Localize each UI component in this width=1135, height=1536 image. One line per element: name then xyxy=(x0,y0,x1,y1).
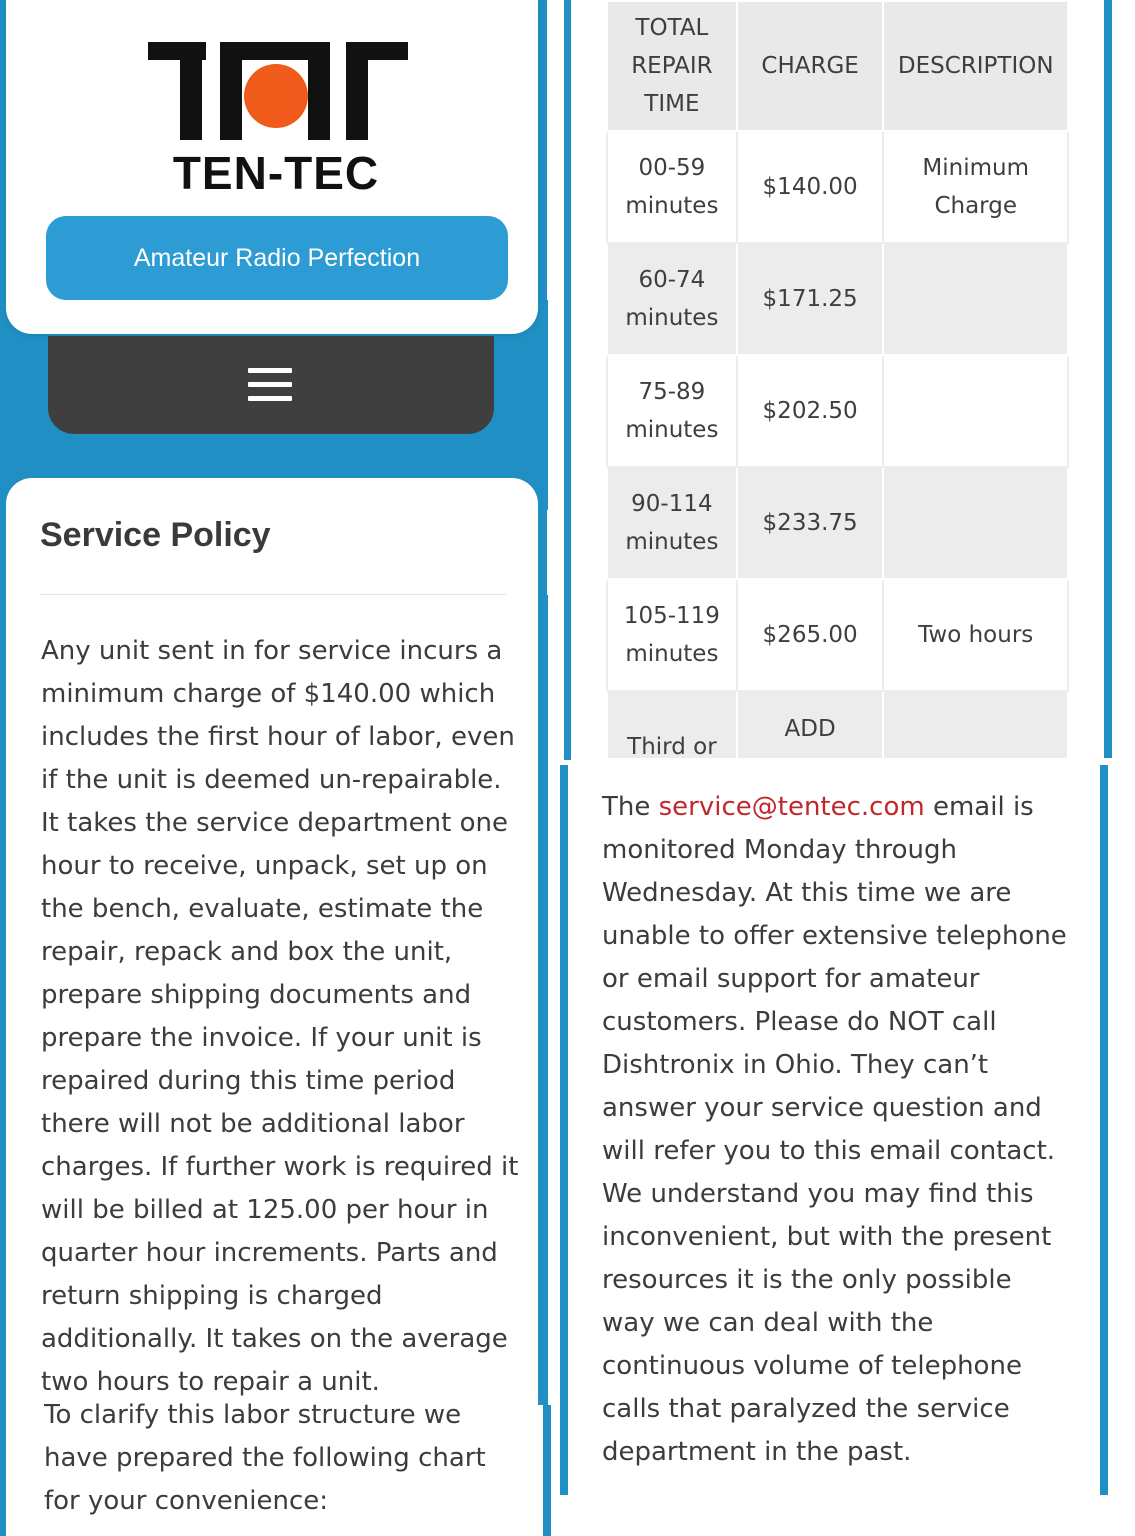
title-divider xyxy=(40,594,506,595)
header-description: DESCRIPTION xyxy=(883,1,1068,131)
cell-description: Minimum Charge xyxy=(883,131,1068,243)
ten-tec-logo[interactable] xyxy=(134,36,418,199)
contact-paragraph xyxy=(602,786,1072,1474)
header-card xyxy=(6,0,538,334)
cell-charge: $233.75 xyxy=(737,467,884,579)
clarify-paragraph: To clarify this labor structure we have prepared the following chart for your convenience: xyxy=(44,1400,486,1516)
cell-description xyxy=(883,355,1068,467)
right-bar-2 xyxy=(1100,765,1108,1495)
cell-time: Third or xyxy=(607,691,737,758)
tagline-button[interactable]: Amateur Radio Perfection xyxy=(46,216,508,300)
table-row xyxy=(607,131,1068,243)
cell-description: Two hours xyxy=(883,579,1068,691)
logo-mark-icon xyxy=(134,36,418,146)
cell-description xyxy=(883,243,1068,355)
table-row xyxy=(607,243,1068,355)
table-row xyxy=(607,691,1068,758)
logo-wordmark: TEN-TEC xyxy=(172,147,380,199)
table-row xyxy=(607,355,1068,467)
cell-description xyxy=(883,691,1068,758)
header-charge: CHARGE xyxy=(737,1,884,131)
hamburger-menu-icon[interactable] xyxy=(248,368,292,402)
mid-bar-5 xyxy=(560,765,568,1495)
table-header-row xyxy=(607,1,1068,131)
cell-description xyxy=(883,467,1068,579)
cell-charge: ADD xyxy=(737,691,884,758)
table-row xyxy=(607,579,1068,691)
page-title: Service Policy xyxy=(40,516,271,554)
cell-charge: $265.00 xyxy=(737,579,884,691)
cell-charge: $202.50 xyxy=(737,355,884,467)
mid-bar-1 xyxy=(538,0,547,595)
header-total-repair-time: TOTAL REPAIR TIME xyxy=(607,1,737,131)
service-email-link[interactable]: service@tentec.com xyxy=(658,792,925,822)
cell-time: 00-59 minutes xyxy=(607,131,737,243)
cell-charge: $140.00 xyxy=(737,131,884,243)
cell-time: 75-89 minutes xyxy=(607,355,737,467)
table-row xyxy=(607,467,1068,579)
right-bar-1 xyxy=(1104,0,1112,758)
mid-bar-2 xyxy=(538,595,548,1405)
policy-paragraph: Any unit sent in for service incurs a minimum charge of $140.00 which includes the first hour of labor, even if the unit is deemed un-repairable. It takes the service department one hour to receive, unpack, set up on the bench, evaluate, estimate the repair, repack and box the unit, prepare shipping documents and prepare the invoice. If your unit is repaired during this time period there will not be additional labor charges. If further work is required it will be billed at 125.00 per hour in quarter hour increments. Parts and return shipping is charged additionally. It takes on the average two hours to repair a unit. xyxy=(41,636,519,1397)
cell-time: 90-114 minutes xyxy=(607,467,737,579)
mid-bar-4 xyxy=(564,0,571,760)
cell-charge: $171.25 xyxy=(737,243,884,355)
nav-bar xyxy=(48,336,494,434)
mid-bar-3 xyxy=(543,1405,551,1536)
logo-orange-dot xyxy=(244,64,308,128)
repair-charge-table xyxy=(606,0,1069,758)
cell-time: 105-119 minutes xyxy=(607,579,737,691)
contact-prefix: The xyxy=(602,792,659,822)
cell-time: 60-74 minutes xyxy=(607,243,737,355)
contact-suffix: email is monitored Monday through Wednesday. At this time we are unable to offer extensive telephone or email support for amateur customers. Please do NOT call Dishtronix in Ohio. They can’t answer your service question and will refer you to this email contact. We understand you may find this inconvenient, but with the present resources it is the only possible way we can deal with the continuous volume of telephone calls that paralyzed the service department in the past. xyxy=(602,792,1067,1467)
